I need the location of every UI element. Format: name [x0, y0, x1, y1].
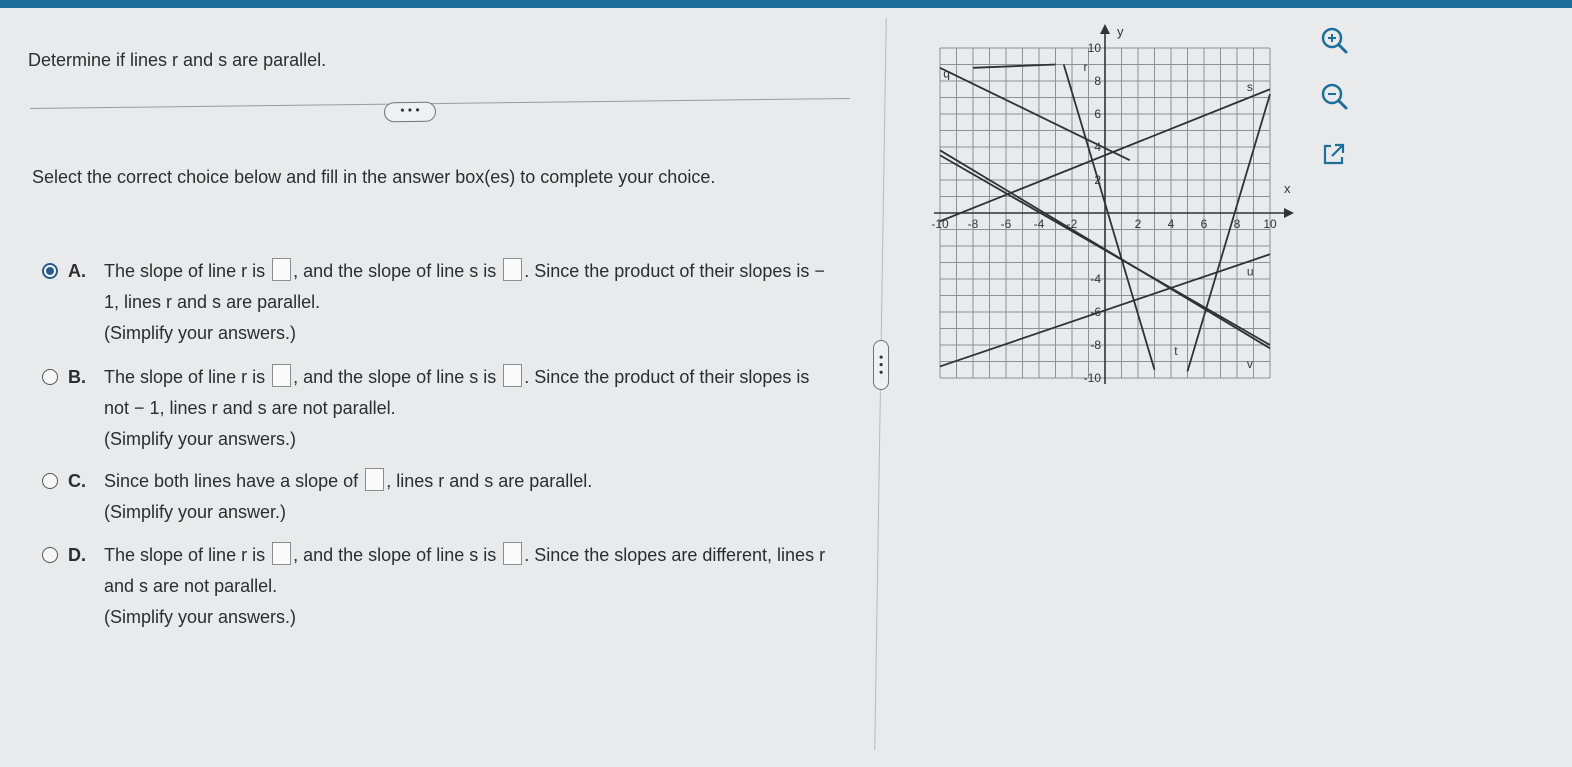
zoom-out-icon[interactable] [1318, 80, 1350, 112]
choice-a-note: (Simplify your answers.) [104, 323, 297, 343]
y-tick-label: 4 [1094, 140, 1101, 154]
choice-c-note: (Simplify your answer.) [104, 502, 287, 522]
choice-a-slope-r-input[interactable] [272, 258, 291, 281]
choice-a-radio[interactable] [42, 263, 58, 279]
x-tick-label: -4 [1033, 217, 1045, 231]
section-divider [30, 98, 850, 109]
choice-d[interactable] [40, 540, 830, 633]
choice-d-text-1: The slope of line r is [104, 545, 266, 565]
x-tick-label: 6 [1200, 217, 1208, 231]
x-tick-label: -8 [967, 217, 979, 231]
choice-c[interactable] [40, 466, 830, 528]
choice-c-letter: C. [68, 471, 86, 491]
y-axis-arrow [1100, 24, 1110, 34]
choice-c-text-1: Since both lines have a slope of [104, 471, 359, 491]
line-label: r [1083, 60, 1088, 75]
choice-d-note: (Simplify your answers.) [104, 607, 297, 627]
open-external-icon[interactable] [1318, 138, 1350, 170]
x-tick-label: 8 [1233, 217, 1241, 231]
choice-b[interactable] [40, 362, 830, 455]
top-bar [0, 0, 1572, 8]
choice-b-note: (Simplify your answers.) [104, 429, 297, 449]
choice-a-text-3: . Since the product of their slopes is − 1, lines r and s are parallel. [104, 261, 825, 312]
y-tick-label: 6 [1094, 107, 1101, 121]
choice-b-slope-s-input[interactable] [503, 364, 522, 387]
choice-c-radio[interactable] [42, 473, 58, 489]
x-tick-label: 10 [1263, 217, 1277, 231]
choice-b-slope-r-input[interactable] [272, 364, 291, 387]
y-tick-label: -6 [1090, 305, 1101, 319]
y-tick-label: 10 [1087, 41, 1101, 55]
zoom-in-icon[interactable] [1318, 24, 1350, 56]
question-text: Determine if lines r and s are parallel. [28, 50, 327, 70]
choice-a-text-2: , and the slope of line s is [293, 261, 497, 281]
choice-d-slope-s-input[interactable] [503, 542, 522, 565]
choice-d-text-2: , and the slope of line s is [293, 545, 497, 565]
y-axis-label: y [1117, 24, 1124, 39]
line-label: q [943, 66, 950, 81]
choice-b-radio[interactable] [42, 369, 58, 385]
line-label: s [1246, 79, 1253, 94]
choice-a-letter: A. [68, 261, 86, 281]
choice-a-text-1: The slope of line r is [104, 261, 266, 281]
choice-b-text-3: . Since the product of their slopes is not − 1, lines r and s are not parallel. [104, 367, 810, 418]
choice-d-slope-r-input[interactable] [272, 542, 291, 565]
line-t [1188, 94, 1271, 371]
x-tick-label: -10 [931, 217, 949, 231]
line-label: u [1246, 264, 1254, 279]
more-button[interactable]: • • • [384, 102, 436, 123]
x-tick-label: 2 [1134, 217, 1142, 231]
x-tick-label: -6 [1000, 217, 1012, 231]
x-tick-label: 4 [1167, 217, 1175, 231]
y-tick-label: -8 [1090, 338, 1101, 352]
line-label: t [1174, 343, 1178, 358]
instructions-text: Select the correct choice below and fill in the answer box(es) to complete your choice. [32, 167, 716, 187]
choice-a-slope-s-input[interactable] [503, 258, 522, 281]
choice-c-text-2: , lines r and s are parallel. [386, 471, 593, 491]
x-tick-label: -2 [1066, 217, 1078, 231]
choice-b-text-1: The slope of line r is [104, 367, 266, 387]
pane-resize-handle[interactable]: • • • [873, 340, 889, 390]
x-axis-label: x [1284, 181, 1291, 196]
choice-b-letter: B. [68, 367, 86, 387]
y-tick-label: -10 [1083, 371, 1101, 385]
y-tick-label: 2 [1094, 173, 1101, 187]
x-axis-arrow [1284, 208, 1294, 218]
choice-b-text-2: , and the slope of line s is [293, 367, 497, 387]
choice-d-radio[interactable] [42, 547, 58, 563]
choice-d-letter: D. [68, 545, 86, 565]
choice-a[interactable] [40, 256, 830, 349]
y-tick-label: 8 [1094, 74, 1101, 88]
y-tick-label: -4 [1090, 272, 1101, 286]
coordinate-graph [931, 18, 1310, 388]
choice-d-text-3: . Since the slopes are different, lines r and s are not parallel. [104, 545, 826, 596]
choice-c-slope-input[interactable] [365, 468, 384, 491]
line-label: v [1246, 357, 1253, 372]
